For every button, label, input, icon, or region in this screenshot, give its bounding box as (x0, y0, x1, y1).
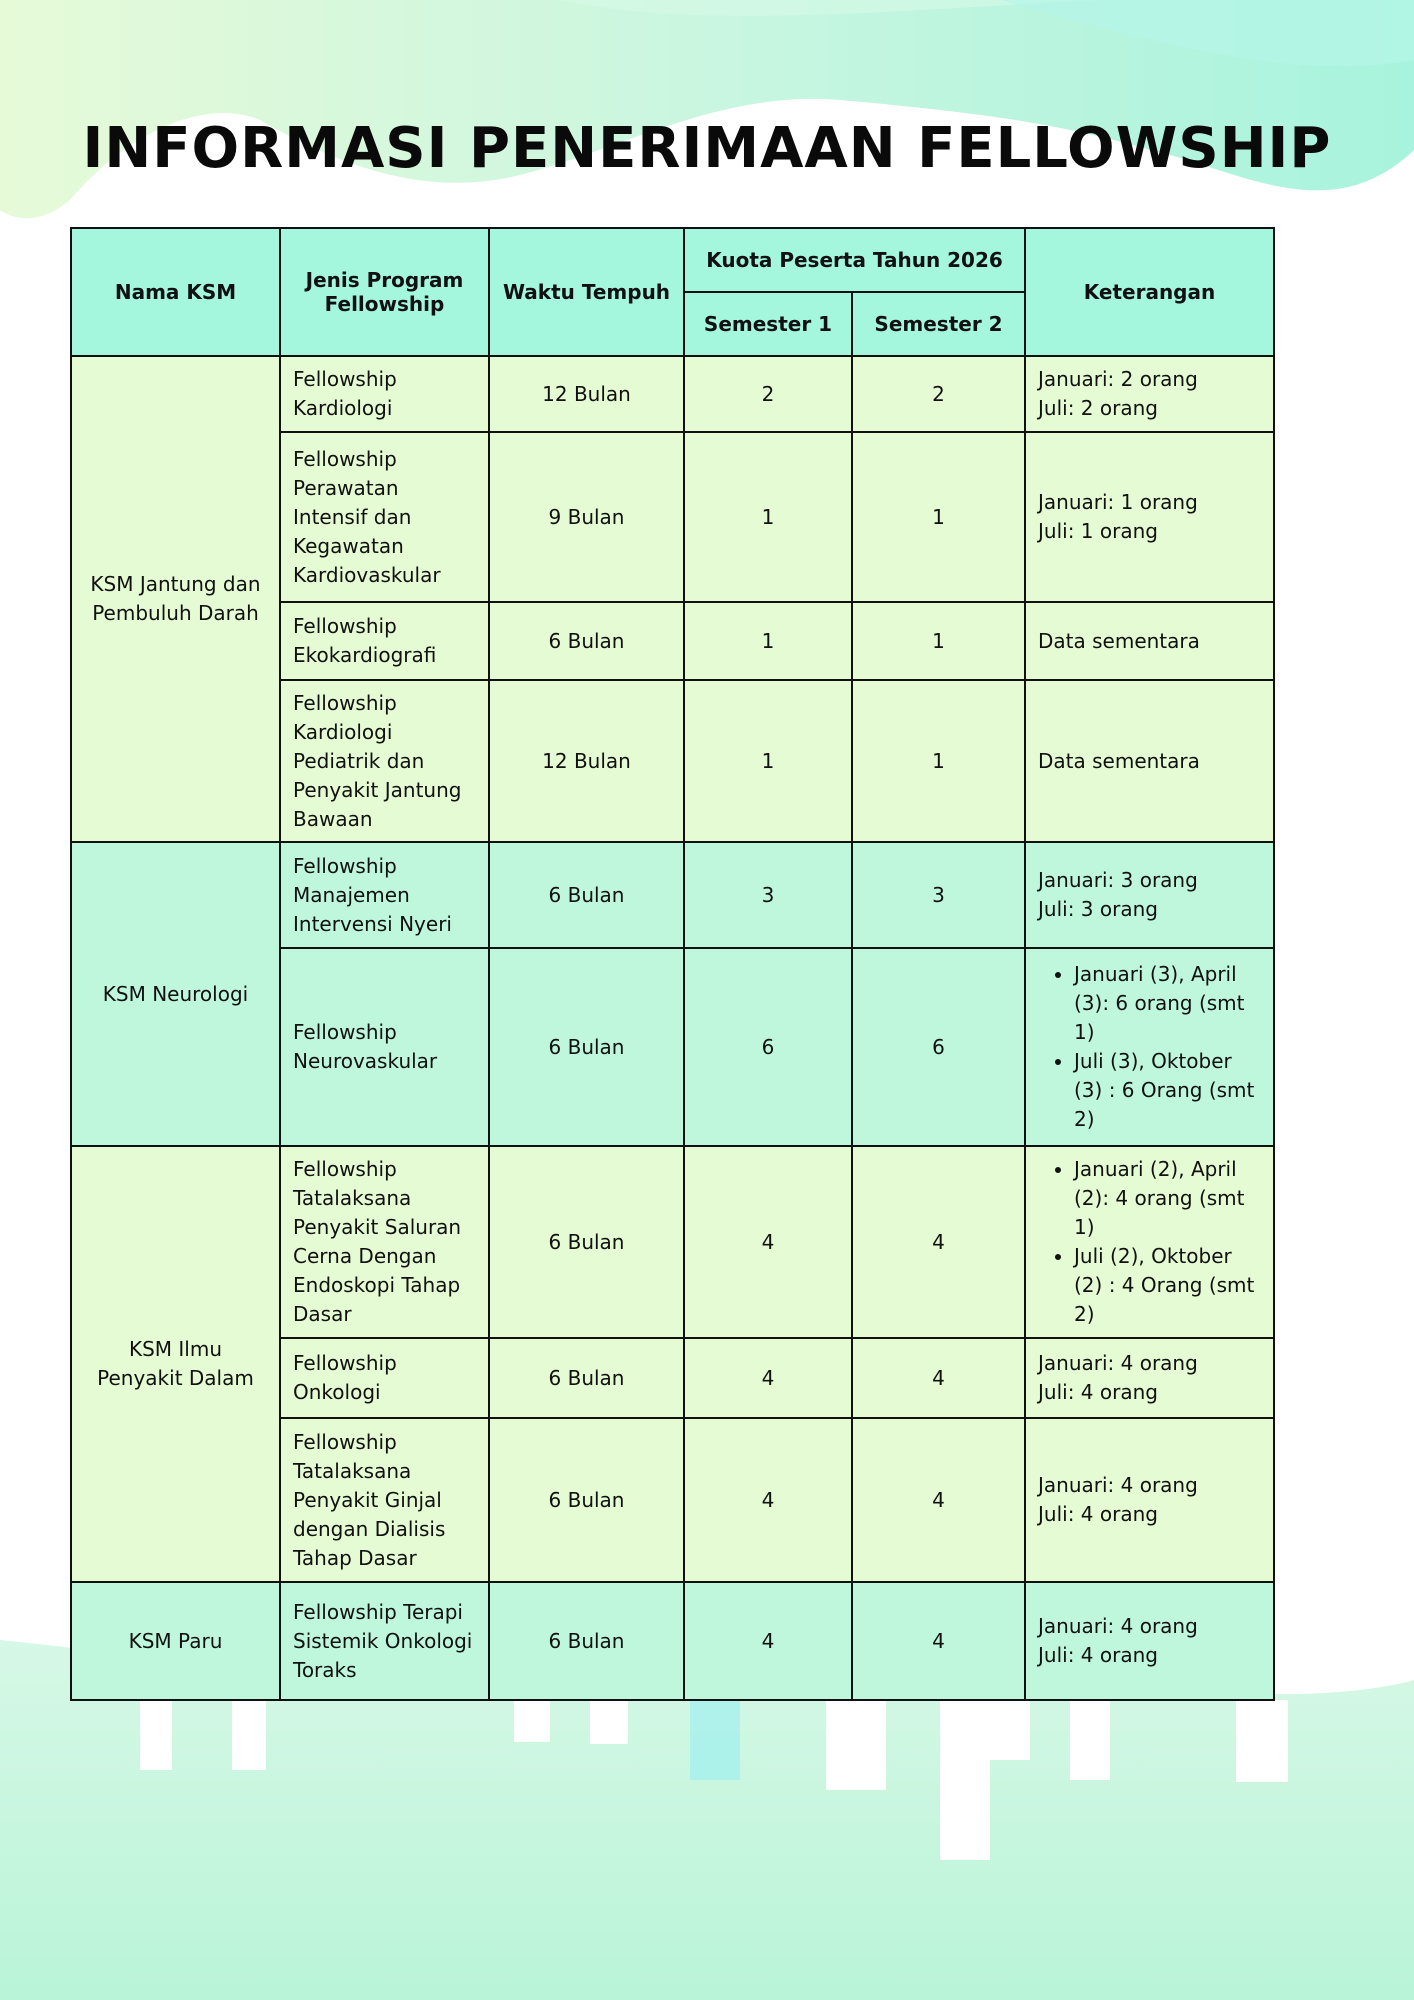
notes-line: Juli: 4 orang (1038, 1502, 1158, 1526)
notes-line: Januari: 4 orang (1038, 1351, 1198, 1375)
header-kuota: Kuota Peserta Tahun 2026 (684, 228, 1025, 292)
notes-line: Data sementara (1038, 748, 1200, 773)
notes-list-item: • Januari (2), April (2): 4 orang (smt 1) (1074, 1155, 1261, 1242)
header-waktu-tempuh: Waktu Tempuh (489, 228, 684, 356)
header-nama-ksm: Nama KSM (71, 228, 280, 356)
duration-cell: 6 Bulan (489, 602, 684, 680)
notes-line: Januari: 2 orang (1038, 367, 1198, 391)
notes-line: Juli: 2 orang (1038, 396, 1158, 420)
table-row (71, 356, 1274, 432)
duration-cell: 6 Bulan (489, 1418, 684, 1582)
notes-cell (1025, 1582, 1274, 1700)
ksm-name-cell: KSM Neurologi (71, 842, 280, 1146)
semester-1-cell: 4 (684, 1418, 852, 1582)
notes-cell (1025, 432, 1274, 602)
semester-2-cell: 1 (852, 432, 1025, 602)
notes-line: Juli: 4 orang (1038, 1380, 1158, 1404)
semester-2-cell: 1 (852, 602, 1025, 680)
semester-2-cell: 4 (852, 1146, 1025, 1338)
top-wave-shape (0, 0, 1414, 218)
notes-list-item: • Januari (3), April (3): 6 orang (smt 1) (1074, 960, 1261, 1047)
fellowship-table (70, 227, 1275, 1701)
program-name-cell: Fellowship Kardiologi (280, 356, 489, 432)
notes-cell (1025, 1146, 1274, 1338)
table-body (71, 356, 1274, 1700)
program-name-cell: Fellowship Neurovaskular (280, 948, 489, 1146)
semester-1-cell: 1 (684, 602, 852, 680)
notes-cell (1025, 602, 1274, 680)
semester-2-cell: 1 (852, 680, 1025, 842)
notes-cell (1025, 356, 1274, 432)
header-keterangan: Keterangan (1025, 228, 1274, 356)
duration-cell: 6 Bulan (489, 842, 684, 948)
duration-cell: 6 Bulan (489, 948, 684, 1146)
semester-1-cell: 6 (684, 948, 852, 1146)
notes-line: Juli: 4 orang (1038, 1643, 1158, 1667)
semester-1-cell: 2 (684, 356, 852, 432)
semester-2-cell: 3 (852, 842, 1025, 948)
semester-1-cell: 3 (684, 842, 852, 948)
notes-line: Juli: 1 orang (1038, 519, 1158, 543)
notes-line: Juli: 3 orang (1038, 897, 1158, 921)
duration-cell: 12 Bulan (489, 356, 684, 432)
program-name-cell: Fellowship Perawatan Intensif dan Kegawatan Kardiovaskular (280, 432, 489, 602)
header-semester-1: Semester 1 (684, 292, 852, 356)
notes-cell (1025, 948, 1274, 1146)
notes-line: Januari: 4 orang (1038, 1614, 1198, 1638)
semester-1-cell: 4 (684, 1582, 852, 1700)
header-jenis-program: Jenis Program Fellowship (280, 228, 489, 356)
program-name-cell: Fellowship Kardiologi Pediatrik dan Penyakit Jantung Bawaan (280, 680, 489, 842)
semester-2-cell: 6 (852, 948, 1025, 1146)
notes-cell (1025, 1338, 1274, 1418)
program-name-cell: Fellowship Ekokardiografi (280, 602, 489, 680)
notes-cell (1025, 680, 1274, 842)
program-name-cell: Fellowship Tatalaksana Penyakit Saluran Cerna Dengan Endoskopi Tahap Dasar (280, 1146, 489, 1338)
header-semester-2: Semester 2 (852, 292, 1025, 356)
semester-2-cell: 4 (852, 1418, 1025, 1582)
notes-cell (1025, 842, 1274, 948)
program-name-cell: Fellowship Terapi Sistemik Onkologi Toraks (280, 1582, 489, 1700)
notes-line: Januari: 1 orang (1038, 490, 1198, 514)
semester-2-cell: 4 (852, 1338, 1025, 1418)
ksm-name-cell: KSM Paru (71, 1582, 280, 1700)
notes-cell (1025, 1418, 1274, 1582)
duration-cell: 12 Bulan (489, 680, 684, 842)
table-row (71, 1146, 1274, 1338)
notes-line: Januari: 4 orang (1038, 1473, 1198, 1497)
semester-2-cell: 4 (852, 1582, 1025, 1700)
program-name-cell: Fellowship Manajemen Intervensi Nyeri (280, 842, 489, 948)
ksm-name-cell: KSM Jantung dan Pembuluh Darah (71, 356, 280, 842)
table-row (71, 842, 1274, 948)
notes-list (1038, 1155, 1261, 1329)
notes-line: Data sementara (1038, 628, 1200, 653)
notes-line: Januari: 3 orang (1038, 868, 1198, 892)
notes-list-item: • Juli (3), Oktober (3) : 6 Orang (smt 2) (1074, 1047, 1261, 1134)
ksm-name-cell: KSM Ilmu Penyakit Dalam (71, 1146, 280, 1582)
page-title: INFORMASI PENERIMAAN FELLOWSHIP (82, 116, 1332, 181)
semester-2-cell: 2 (852, 356, 1025, 432)
duration-cell: 6 Bulan (489, 1146, 684, 1338)
duration-cell: 6 Bulan (489, 1582, 684, 1700)
notes-list-item: • Juli (2), Oktober (2) : 4 Orang (smt 2) (1074, 1242, 1261, 1329)
program-name-cell: Fellowship Onkologi (280, 1338, 489, 1418)
semester-1-cell: 1 (684, 680, 852, 842)
semester-1-cell: 4 (684, 1146, 852, 1338)
program-name-cell: Fellowship Tatalaksana Penyakit Ginjal dengan Dialisis Tahap Dasar (280, 1418, 489, 1582)
duration-cell: 6 Bulan (489, 1338, 684, 1418)
semester-1-cell: 4 (684, 1338, 852, 1418)
notes-list (1038, 960, 1261, 1134)
semester-1-cell: 1 (684, 432, 852, 602)
duration-cell: 9 Bulan (489, 432, 684, 602)
table-row (71, 1582, 1274, 1700)
